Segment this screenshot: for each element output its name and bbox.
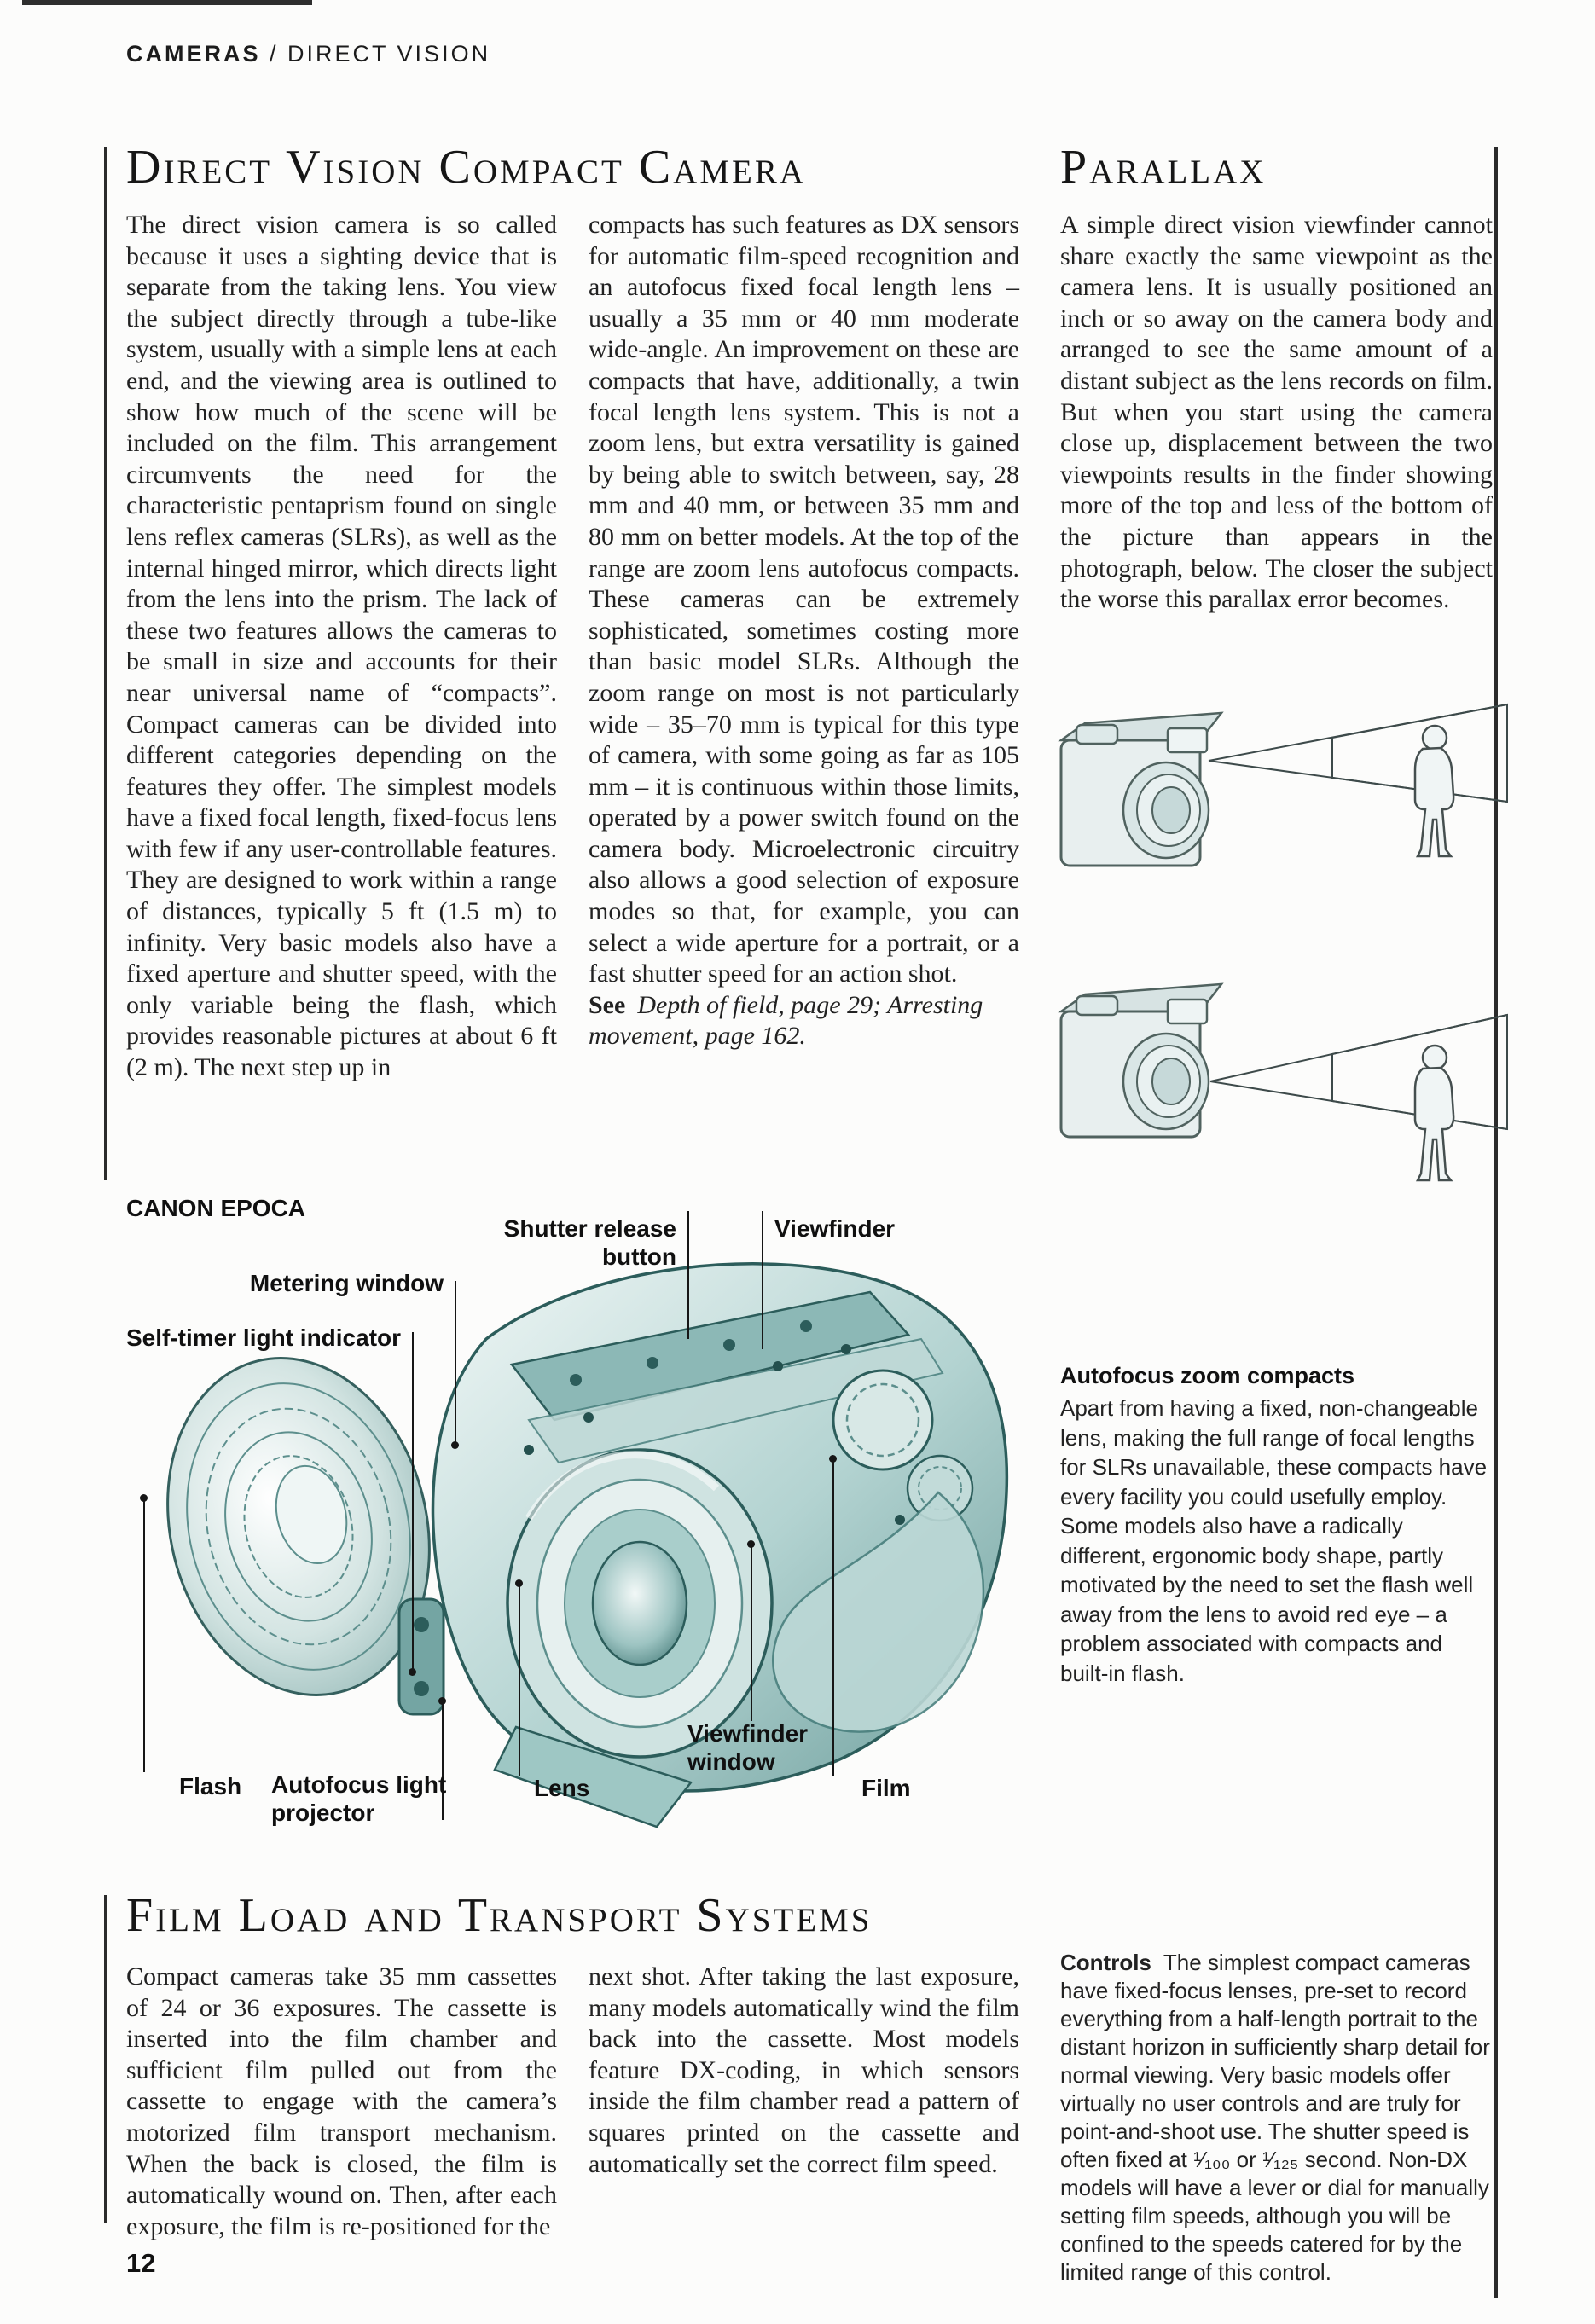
label-film: Film	[861, 1775, 911, 1801]
label-metering-window: Metering window	[249, 1270, 444, 1296]
see-references: Depth of field, page 29; Arresting movement, page 162.	[589, 990, 983, 1051]
article1-column2	[589, 210, 1019, 1052]
article2-left-rule	[104, 1895, 107, 2223]
label-shutter-release: Shutter release button	[503, 1215, 676, 1270]
leader-dot-self-timer	[409, 1668, 416, 1676]
article1-title: Direct Vision Compact Camera	[126, 141, 807, 194]
kicker-section: CAMERAS	[126, 41, 261, 67]
autofocus-note-title: Autofocus zoom compacts	[1060, 1363, 1355, 1388]
label-flash: Flash	[179, 1773, 242, 1800]
leader-lens	[519, 1585, 520, 1776]
label-viewfinder-window: Viewfinder window	[687, 1720, 809, 1775]
leader-dot-lens	[515, 1579, 523, 1587]
leader-dot-film	[829, 1455, 837, 1463]
camera-line-art	[1061, 713, 1221, 866]
controls-note-body: The simplest compact cameras have fixed-focus lenses, pre-set to record everything from a half-length portrait to the distant horizon in sufficiently sharp detail for normal viewing. Very basic models offer virtually no user controls and are truly for point-and-shoot use. The shutter speed is often fixed at ¹⁄₁₀₀ or ¹⁄₁₂₅ second. Non-DX models will have a lever or dial for manually setting film speeds, although you will be confined to the speeds catered for by the limited range of this control.	[1060, 1950, 1490, 2285]
person-figure	[1415, 1046, 1453, 1180]
article2-column1: Compact cameras take 35 mm cassettes of 24 or 36 exposures. The cassette is inserted into the film chamber and sufficient film pulled out from the cassette to engage with the camera’s motorized film transport mechanism. When the back is closed, the film is automatically wound on. Then, after each exposure, the film is re-positioned for the	[126, 1962, 557, 2240]
camera-viewfinder-block	[1168, 1000, 1207, 1023]
see-label: See	[589, 990, 626, 1019]
label-autofocus-projector: Autofocus light projector	[271, 1771, 447, 1826]
kicker-separator: /	[260, 41, 288, 67]
page-kicker	[126, 41, 490, 67]
article1-column2-text: compacts has such features as DX sensors for automatic film-speed recognition and an autofocus fixed focal length lens – usually a 35 mm or 40 mm moderate wide-angle. An improvement on these are compacts that have, additionally, a twin focal length lens system. This is not a zoom lens, but extra versatility is gained by being able to switch between, say, 28 mm and 40 mm, or between 35 mm and 80 mm on better models. At the top of the range are zoom lens autofocus compacts. These cameras can be extremely sophisticated, sometimes costing more than basic model SLRs. Although the zoom range on most is not particularly wide – 35–70 mm is typical for this type of camera, with some going as far as 105 mm – it is continuous within those limits, operated by a power switch found on the camera body. Microelectronic circuitry also allows a good selection of exposure modes so that, for example, you can select a wide aperture for a portrait, or a fast shutter speed for an action shot.	[589, 211, 1019, 988]
parallax-lens-illustration	[1051, 962, 1520, 1218]
article1-left-rule	[104, 147, 107, 1180]
article1-see-line	[589, 990, 1019, 1052]
lens-assembly	[508, 1450, 772, 1757]
leader-flash	[143, 1499, 145, 1772]
label-lens: Lens	[534, 1775, 590, 1801]
page-edge-mark	[22, 0, 312, 5]
leader-shutter-release	[687, 1211, 689, 1339]
view-frustum	[1210, 1015, 1507, 1129]
leader-dot-metering	[451, 1441, 459, 1449]
leader-dot-viewfinder-window	[747, 1540, 755, 1548]
camera-knob	[1076, 996, 1117, 1015]
kicker-subsection: DIRECT VISION	[287, 41, 491, 67]
flash-hinge	[399, 1599, 444, 1714]
article2-title: Film Load and Transport Systems	[126, 1889, 873, 1942]
leader-dot-flash	[140, 1494, 148, 1502]
canon-epoca-heading: CANON EPOCA	[126, 1195, 306, 1221]
person-figure	[1415, 726, 1453, 856]
view-frustum	[1209, 704, 1507, 802]
article1-column1: The direct vision camera is so called because it uses a sighting device that is separate from the taking lens. You view the subject directly through a tube-like system, usually with a simple lens at each end, and the viewing area is outlined to show how much of the scene will be included on the film. This arrangement circumvents the need for the characteristic pentaprism found on single lens reflex cameras (SLRs), as well as the internal hinged mirror, which directs light from the lens into the prism. The lack of these two features allows the cameras to be small in size and accounts for their near universal name of “compacts”. Compact cameras can be divided into different categories depending on the features they offer. The simplest models have a fixed focal length, fixed-focus lens with few if any user-controllable features. They are designed to work within a range of distances, typically 5 ft (1.5 m) to infinity. Very basic models also have a fixed aperture and shutter speed, with the only variable being the flash, which provides reasonable pictures at about 6 ft (2 m). The next step up in	[126, 211, 557, 1082]
label-self-timer: Self-timer light indicator	[126, 1324, 402, 1351]
article2-column2: next shot. After taking the last exposure, many models automatically wind the film back into the cassette. Most models feature DX-coding, in which sensors inside the film chamber read a pattern of squares printed on the cassette and automatically set the correct film speed.	[589, 1962, 1019, 2178]
leader-viewfinder	[762, 1211, 763, 1349]
leader-self-timer	[412, 1332, 414, 1672]
leader-dot-autofocus	[438, 1697, 446, 1705]
camera-viewfinder-block	[1168, 728, 1207, 752]
camera-line-art	[1061, 984, 1221, 1137]
label-viewfinder: Viewfinder	[774, 1215, 896, 1242]
parallax-viewfinder-illustration	[1051, 699, 1520, 874]
parallax-body: A simple direct vision viewfinder cannot share exactly the same viewpoint as the camera lens. It is usually positioned an inch or so away on the camera body and arranged to see the same amount of a distant subject as the lens records on film. But when you start using the camera close up, displacement between the two viewpoints results in the finder showing more of the top and less of the bottom of the picture than appears in the photograph, below. The closer the subject the worse this parallax error becomes.	[1060, 211, 1493, 614]
autofocus-note-body: Apart from having a fixed, non-changeable lens, making the full range of focal lengths for SLRs unavailable, these compacts have every facility you could usefully employ. Some models also have a radically different, ergonomic body shape, partly motivated by the need to set the flash well away from the lens to avoid red eye – a problem associated with compacts and built-in flash.	[1060, 1395, 1488, 1686]
page-number: 12	[126, 2248, 156, 2278]
leader-viewfinder-window	[751, 1545, 752, 1721]
camera-knob	[1076, 725, 1117, 744]
controls-note	[1060, 1949, 1493, 2286]
controls-note-label: Controls	[1060, 1950, 1151, 1975]
parallax-title: Parallax	[1060, 141, 1267, 194]
page-right-rule	[1494, 147, 1498, 2298]
leader-metering-window	[455, 1281, 456, 1445]
